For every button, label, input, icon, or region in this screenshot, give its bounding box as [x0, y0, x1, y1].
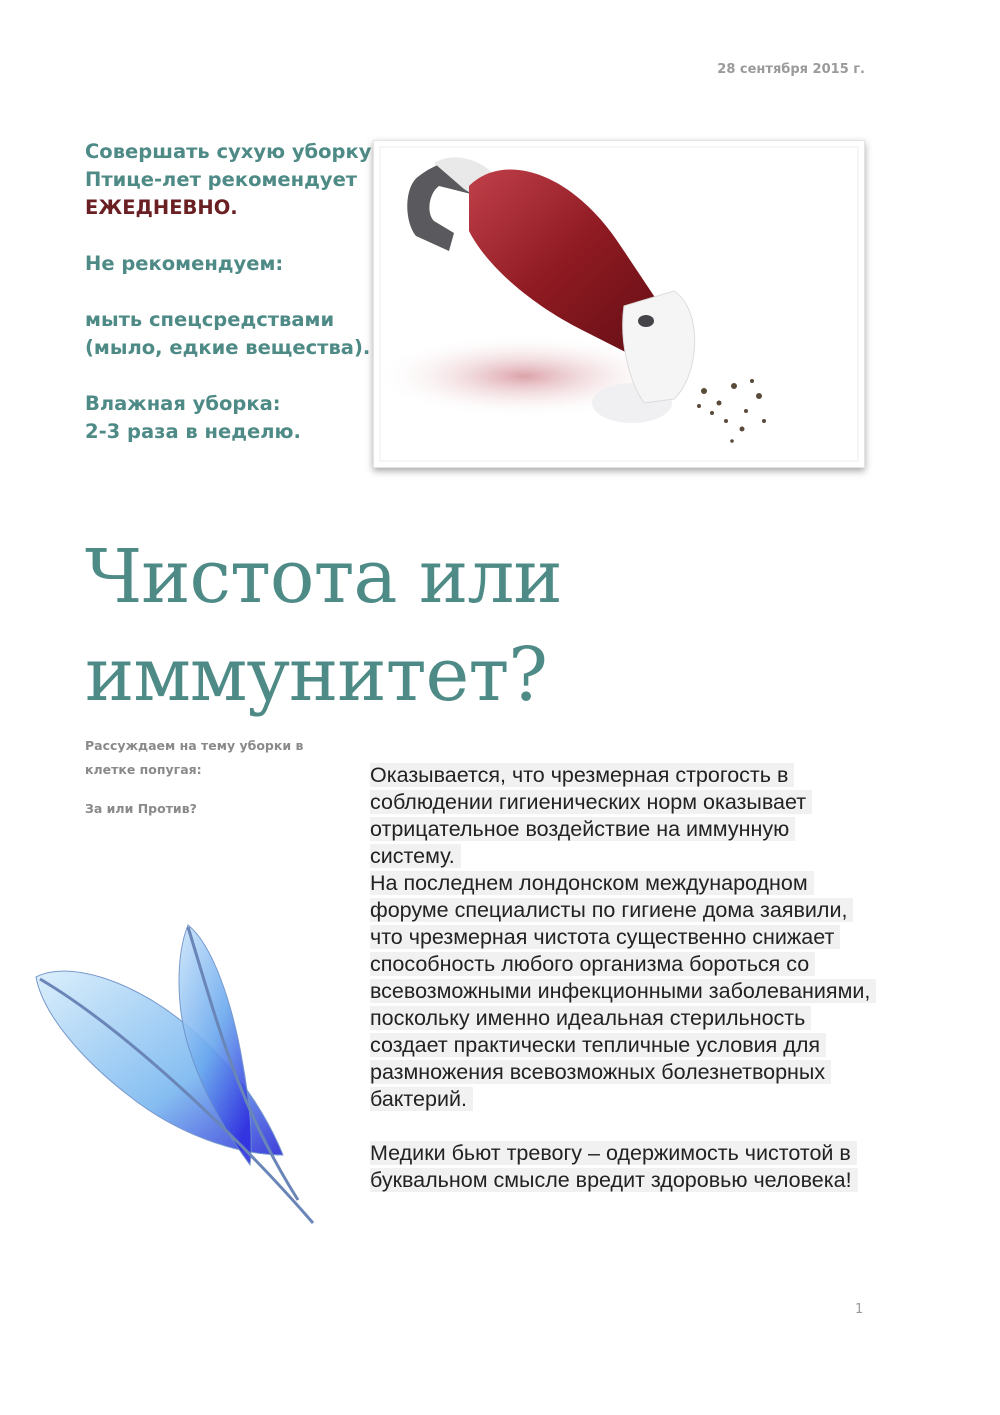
- feather-icon: [28, 905, 328, 1225]
- body-para-forum-text: На последнем лондонском международном форуме специалисты по гигиене дома заявили, что чрезмерная чистота существенно снижает способность любого организма бороться со всевозможными инфекционными заболеваниями, поскольку именно идеальная стерильность создает практически тепличные условия для размножения всевозможных болезнетворных бактерий.: [370, 871, 876, 1111]
- article-body: [370, 762, 875, 1221]
- subtitle-topic: Рассуждаем на тему уборки в клетке попугая:: [85, 738, 304, 777]
- sidebar-wet-cleaning-frequency: 2-3 раза в неделю.: [85, 420, 301, 443]
- body-para-immune: [370, 762, 875, 870]
- body-para-doctors-text: Медики бьют тревогу – одержимость чистотой в буквальном смысле вредит здоровью человека!: [370, 1141, 858, 1192]
- sidebar-wet-cleaning-label: Влажная уборка:: [85, 392, 281, 415]
- page-title-line-2: иммунитет?: [85, 632, 547, 718]
- body-para-doctors: [370, 1140, 875, 1194]
- page-title-line-1: Чистота или: [85, 534, 562, 620]
- sidebar-para-wet-cleaning: [85, 390, 375, 446]
- document-date: 28 сентября 2015 г.: [717, 62, 865, 77]
- vacuum-cleaner-photo: [373, 140, 865, 468]
- sidebar-para-not-recommended: Не рекомендуем:: [85, 252, 284, 275]
- vacuum-cleaner-image: [374, 141, 864, 467]
- sidebar-notes: [85, 138, 375, 474]
- page-number: 1: [855, 1302, 864, 1317]
- body-para-forum: [370, 870, 875, 1113]
- subtitle-block: [85, 734, 330, 836]
- sidebar-para-daily-text: Совершать сухую уборку Птице-лет рекомендует: [85, 140, 372, 191]
- page-title: [85, 528, 705, 724]
- sidebar-para-daily: [85, 138, 375, 222]
- body-para-immune-text: Оказывается, что чрезмерная строгость в соблюдении гигиенических норм оказывает отрицательное воздействие на иммунную систему.: [370, 763, 812, 868]
- feather-decoration: [28, 905, 328, 1225]
- sidebar-para-detergents: мыть спецсредствами (мыло, едкие вещества).: [85, 308, 371, 359]
- subtitle-question: За или Против?: [85, 801, 197, 816]
- sidebar-emphasis: ЕЖЕДНЕВНО.: [85, 196, 238, 219]
